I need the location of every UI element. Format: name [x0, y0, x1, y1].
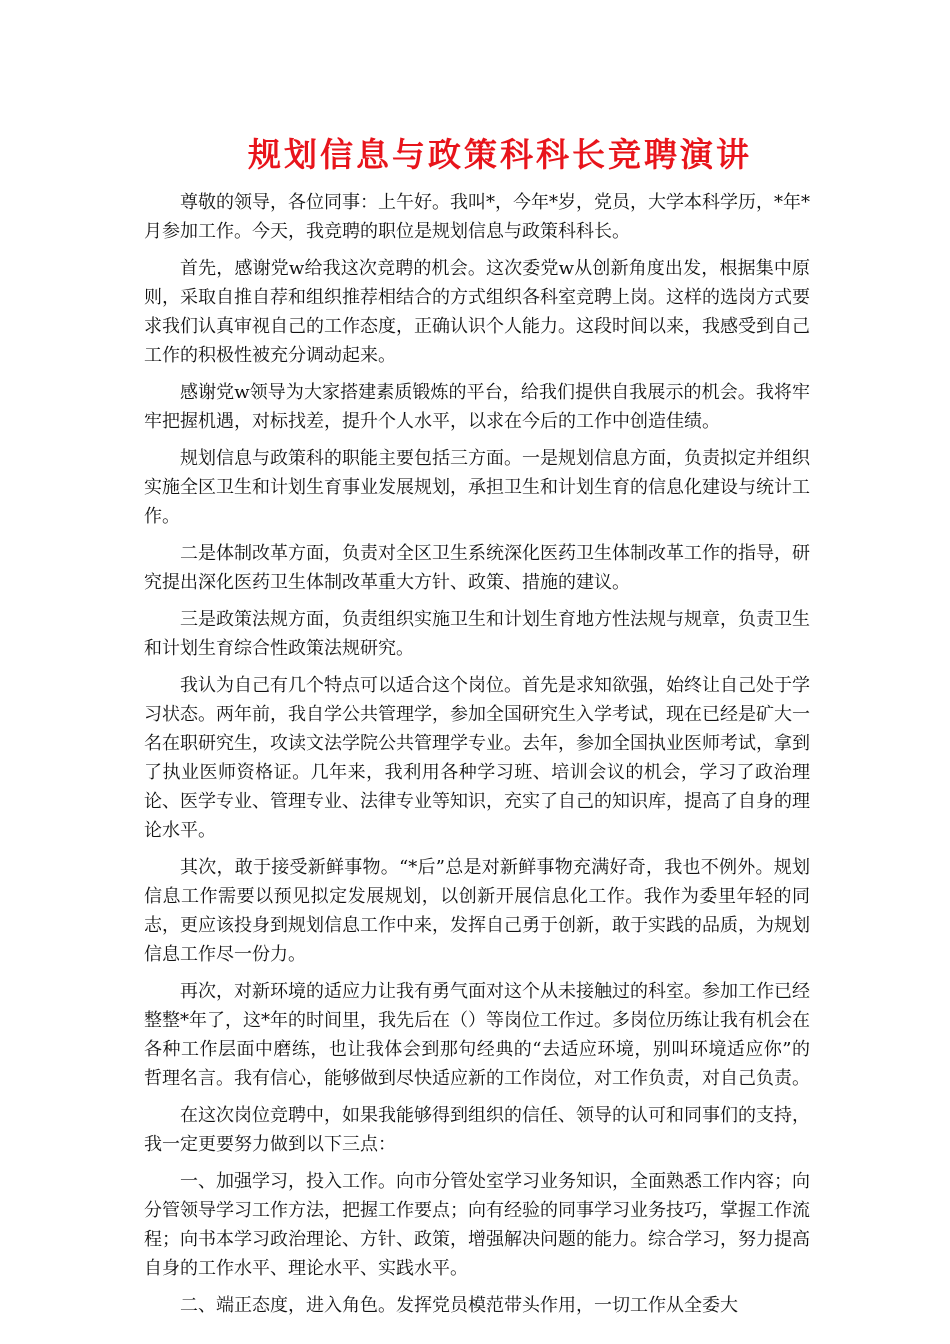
- paragraph-commitments-intro: 在这次岗位竞聘中，如果我能够得到组织的信任、领导的认可和同事们的支持，我一定更要努力做到以下三点：: [144, 1105, 810, 1155]
- paragraph-commitment-attitude: 二、端正态度，进入角色。发挥党员模范带头作用，一切工作从全委大: [180, 1295, 738, 1316]
- paragraph-thanks: 首先，感谢党w给我这次竞聘的机会。这次委党w从创新角度出发，根据集中原则，采取自推自荐和组织推荐相结合的方式组织各科室竞聘上岗。这样的选岗方式要求我们认真审视自己的工作态度，正确认识个人能力。这段时间以来，我感受到自己工作的积极性被充分调动起来。: [144, 258, 810, 366]
- paragraph-reform: 二是体制改革方面，负责对全区卫生系统深化医药卫生体制改革工作的指导，研究提出深化医药卫生体制改革重大方针、政策、措施的建议。: [144, 543, 810, 593]
- paragraph-policy: 三是政策法规方面，负责组织实施卫生和计划生育地方性法规与规章，负责卫生和计划生育综合性政策法规研究。: [144, 609, 810, 659]
- paragraph-strength-learning: 我认为自己有几个特点可以适合这个岗位。首先是求知欲强，始终让自己处于学习状态。两年前，我自学公共管理学，参加全国研究生入学考试，现在已经是矿大一名在职研究生，攻读文法学院公共管理学专业。去年，参加全国执业医师考试，拿到了执业医师资格证。几年来，我利用各种学习班、培训会议的机会，学习了政治理论、医学专业、管理专业、法律专业等知识，充实了自己的知识库，提高了自身的理论水平。: [144, 675, 810, 841]
- document-body: [144, 188, 810, 1328]
- paragraph-strength-adaptability: 再次，对新环境的适应力让我有勇气面对这个从未接触过的科室。参加工作已经整整*年了，这*年的时间里，我先后在（）等岗位工作过。多岗位历练让我有机会在各种工作层面中磨练，也让我体会到那句经典的“去适应环境，别叫环境适应你”的哲理名言。我有信心，能够做到尽快适应新的工作岗位，对工作负责，对自己负责。: [144, 981, 810, 1089]
- paragraph-strength-new-things: 其次，敢于接受新鲜事物。“*后”总是对新鲜事物充满好奇，我也不例外。规划信息工作需要以预见拟定发展规划，以创新开展信息化工作。我作为委里年轻的同志，更应该投身到规划信息工作中来，发挥自己勇于创新，敢于实践的品质，为规划信息工作尽一份力。: [144, 857, 810, 965]
- paragraph-thanks-leaders: 感谢党w领导为大家搭建素质锻炼的平台，给我们提供自我展示的机会。我将牢牢把握机遇，对标找差，提升个人水平，以求在今后的工作中创造佳绩。: [144, 382, 810, 432]
- paragraph-duties: 规划信息与政策科的职能主要包括三方面。一是规划信息方面，负责拟定并组织实施全区卫生和计划生育事业发展规划，承担卫生和计划生育的信息化建设与统计工作。: [144, 448, 810, 527]
- paragraph-commitment-study: 一、加强学习，投入工作。向市分管处室学习业务知识，全面熟悉工作内容；向分管领导学习工作方法，把握工作要点；向有经验的同事学习业务技巧，掌握工作流程；向书本学习政治理论、方针、政策，增强解决问题的能力。综合学习，努力提高自身的工作水平、理论水平、实践水平。: [144, 1171, 810, 1279]
- document-title: 规划信息与政策科科长竞聘演讲: [248, 135, 752, 174]
- paragraph-greeting: 尊敬的领导，各位同事：上午好。我叫*，今年*岁，党员，大学本科学历，*年*月参加工作。今天，我竞聘的职位是规划信息与政策科科长。: [144, 192, 810, 242]
